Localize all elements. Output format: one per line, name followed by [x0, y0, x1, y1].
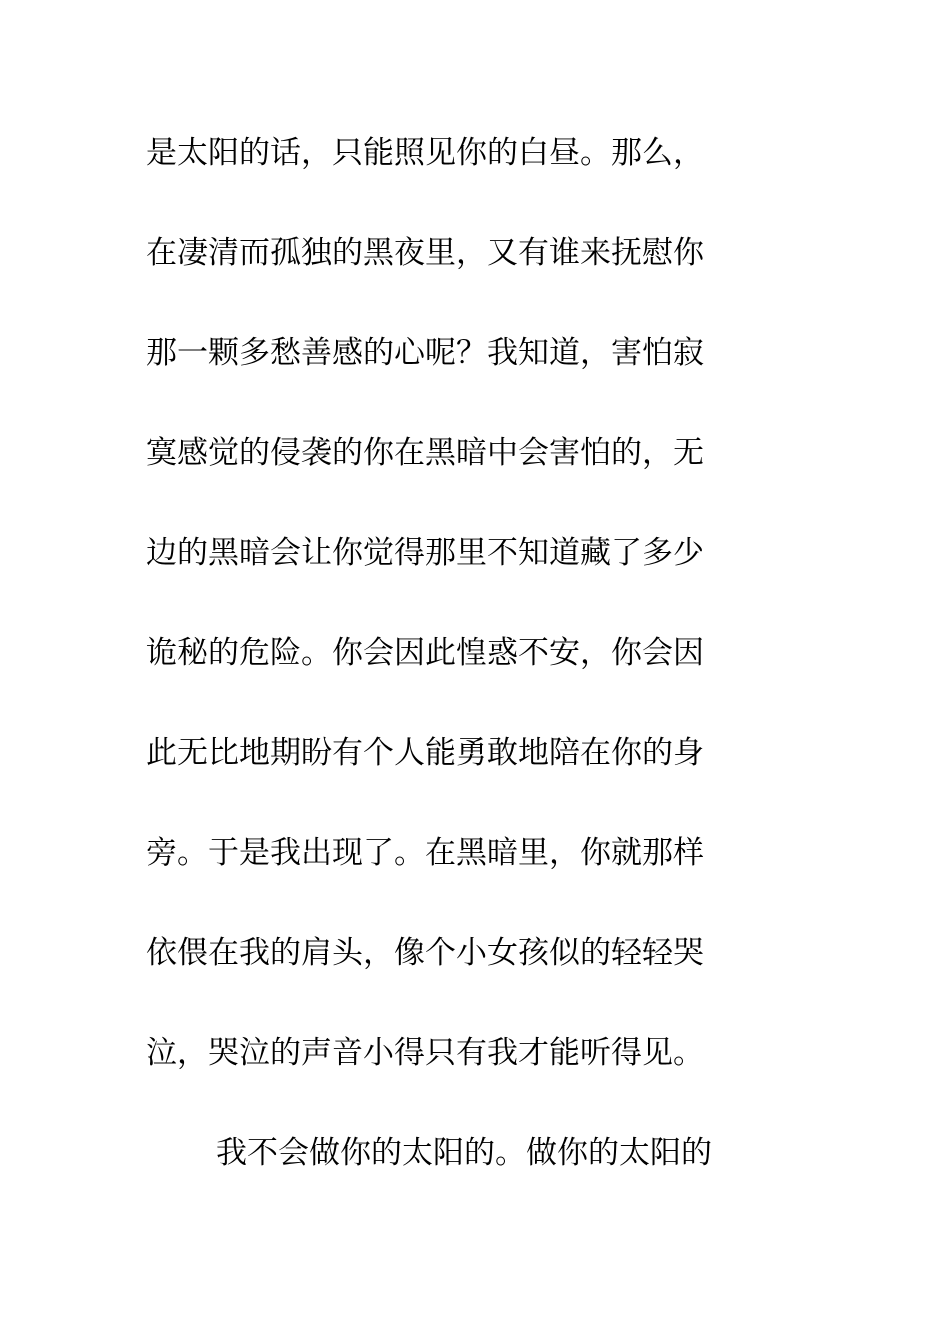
text-line: 旁。于是我出现了。在黑暗里，你就那样 — [146, 835, 704, 871]
text-line: 寞感觉的侵袭的你在黑暗中会害怕的，无 — [146, 435, 704, 471]
text-line: 那一颗多愁善感的心呢？我知道，害怕寂 — [146, 335, 704, 371]
text-line: 是太阳的话，只能照见你的白昼。那么， — [146, 135, 704, 171]
text-line: 诡秘的危险。你会因此惶惑不安，你会因 — [146, 635, 704, 671]
text-line: 依偎在我的肩头，像个小女孩似的轻轻哭 — [146, 935, 704, 971]
paragraph-start-line: 我不会做你的太阳的。做你的太阳的 — [216, 1135, 712, 1171]
text-line: 泣，哭泣的声音小得只有我才能听得见。 — [146, 1035, 704, 1071]
text-line: 边的黑暗会让你觉得那里不知道藏了多少 — [146, 535, 704, 571]
body-text — [146, 128, 786, 1228]
text-line: 此无比地期盼有个人能勇敢地陪在你的身 — [146, 735, 704, 771]
text-line: 在凄清而孤独的黑夜里，又有谁来抚慰你 — [146, 235, 704, 271]
